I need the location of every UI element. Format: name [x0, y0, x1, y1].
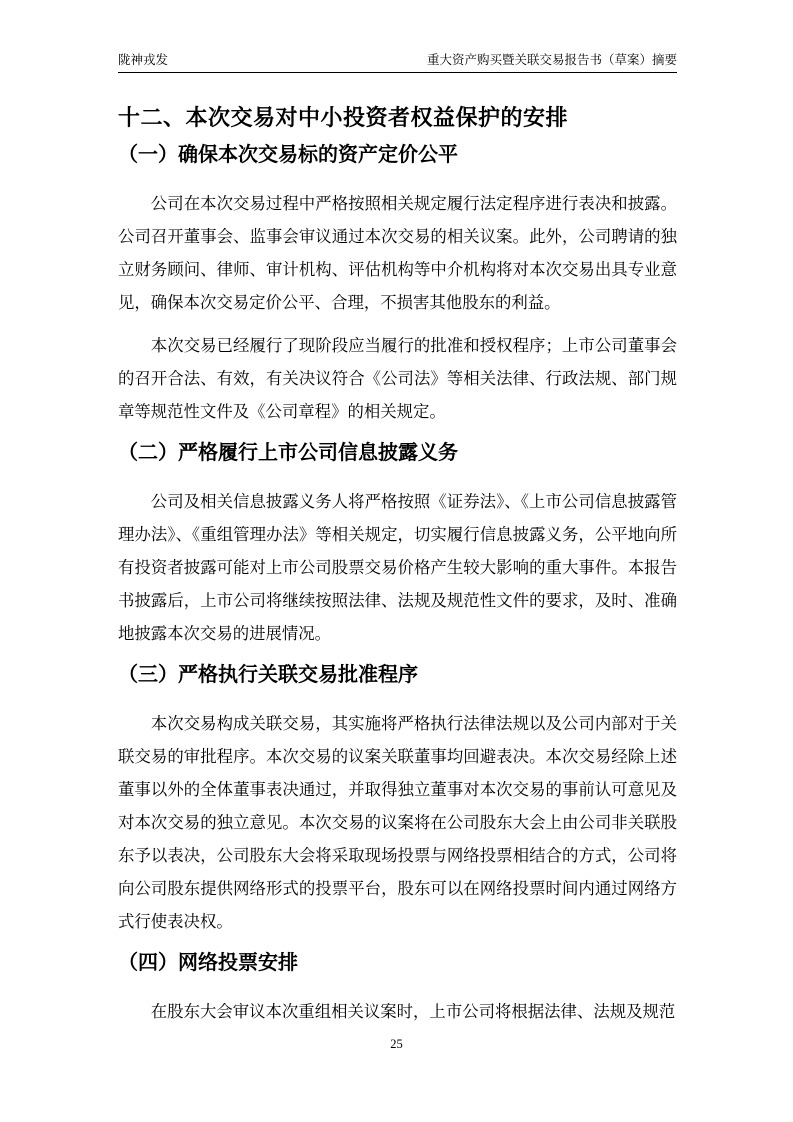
section-1-paragraph-1: 公司在本次交易过程中严格按照相关规定履行法定程序进行表决和披露。公司召开董事会、监事会审议通过本次交易的相关议案。此外，公司聘请的独立财务顾问、律师、审计机构、评估机构等中介机构将对本次交易出具专业意见，确保本次交易定价公平、合理，不损害其他股东的利益。 [118, 194, 677, 312]
section-2 [118, 440, 677, 650]
section-4 [118, 950, 677, 1028]
section-1-heading: （一）确保本次交易标的资产定价公平 [118, 144, 458, 166]
header-report-title: 重大资产购买暨关联交易报告书（草案）摘要 [426, 53, 677, 67]
section-4-paragraph-1: 在股东大会审议本次重组相关议案时，上市公司将根据法律、法规及规范 [150, 1002, 676, 1021]
header-company-name: 陇神戎发 [118, 53, 169, 67]
chapter-title: 十二、本次交易对中小投资者权益保护的安排 [118, 105, 569, 130]
section-1 [118, 142, 677, 428]
section-1-paragraph-2: 本次交易已经履行了现阶段应当履行的批准和授权程序；上市公司董事会的召开合法、有效，有关决议符合《公司法》等相关法律、行政法规、部门规章等规范性文件及《公司章程》的相关规定。 [118, 336, 677, 421]
section-2-heading: （二）严格履行上市公司信息披露义务 [118, 442, 458, 464]
section-3-heading: （三）严格执行关联交易批准程序 [118, 664, 418, 686]
section-3-paragraph-1: 本次交易构成关联交易，其实施将严格执行法律法规以及公司内部对于关联交易的审批程序。本次交易的议案关联董事均回避表决。本次交易经除上述董事以外的全体董事表决通过，并取得独立董事对本次交易的事前认可意见及对本次交易的独立意见。本次交易的议案将在公司股东大会上由公司非关联股东予以表决，公司股东大会将采取现场投票与网络投票相结合的方式，公司将向公司股东提供网络形式的投票平台，股东可以在网络投票时间内通过网络方式行使表决权。 [118, 714, 677, 931]
page-header [118, 53, 677, 73]
page-number: 25 [390, 1037, 403, 1051]
section-2-paragraph-1: 公司及相关信息披露义务人将严格按照《证券法》、《上市公司信息披露管理办法》、《重组管理办法》等相关规定，切实履行信息披露义务，公平地向所有投资者披露可能对上市公司股票交易价格产生较大影响的重大事件。本报告书披露后，上市公司将继续按照法律、法规及规范性文件的要求，及时、准确地披露本次交易的进展情况。 [118, 492, 677, 643]
section-3 [118, 662, 677, 938]
section-4-heading: （四）网络投票安排 [118, 952, 298, 974]
